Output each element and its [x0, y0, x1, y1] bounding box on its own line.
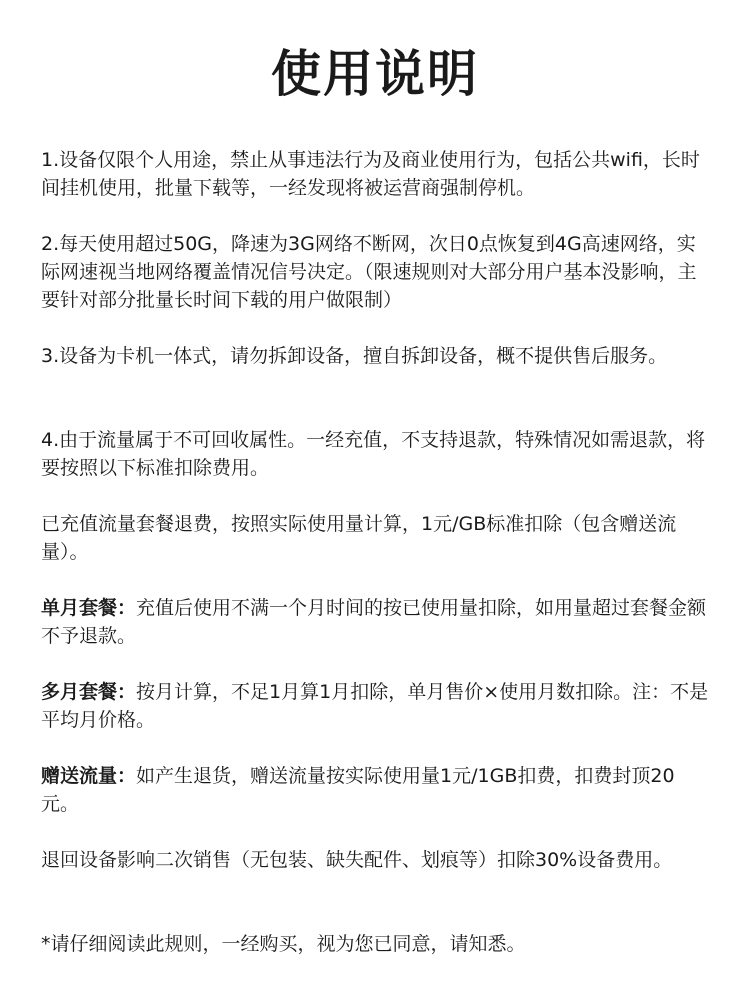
single-month-paragraph	[41, 594, 709, 650]
single-month-label: 单月套餐：	[41, 597, 137, 619]
multi-month-text: 按月计算，不足1月算1月扣除，单月售价×使用月数扣除。注：不是平均月价格。	[41, 681, 709, 731]
rule-paragraph-3: 3.设备为卡机一体式，请勿拆卸设备，擅自拆卸设备，概不提供售后服务。	[41, 345, 668, 367]
multi-month-label: 多月套餐：	[41, 681, 137, 703]
single-month-text: 充值后使用不满一个月时间的按已使用量扣除，如用量超过套餐金额不予退款。	[41, 597, 707, 647]
notice-paragraph: *请仔细阅读此规则，一经购买，视为您已同意，请知悉。	[41, 933, 526, 955]
rule-paragraph-1: 1.设备仅限个人用途，禁止从事违法行为及商业使用行为，包括公共wifi，长时间挂机使用，批量下载等，一经发现将被运营商强制停机。	[41, 149, 700, 199]
gift-traffic-label: 赠送流量：	[41, 765, 137, 787]
gift-traffic-text: 如产生退货，赠送流量按实际使用量1元/1GB扣费，扣费封顶20元。	[41, 765, 675, 815]
page-title: 使用说明	[271, 45, 479, 103]
multi-month-paragraph	[41, 678, 709, 734]
refund-paragraph: 已充值流量套餐退费，按照实际使用量计算，1元/GB标准扣除（包含赠送流量）。	[41, 513, 677, 563]
return-deduction-paragraph: 退回设备影响二次销售（无包装、缺失配件、划痕等）扣除30%设备费用。	[41, 849, 673, 871]
gift-traffic-paragraph	[41, 762, 709, 818]
rule-paragraph-4: 4.由于流量属于不可回收属性。一经充值，不支持退款，特殊情况如需退款，将要按照以下标准扣除费用。	[41, 429, 706, 479]
rule-paragraph-2: 2.每天使用超过50G，降速为3G网络不断网，次日0点恢复到4G高速网络，实际网速视当地网络覆盖情况信号决定。（限速规则对大部分用户基本没影响，主要针对部分批量长时间下载的用户做限制）	[41, 233, 697, 311]
